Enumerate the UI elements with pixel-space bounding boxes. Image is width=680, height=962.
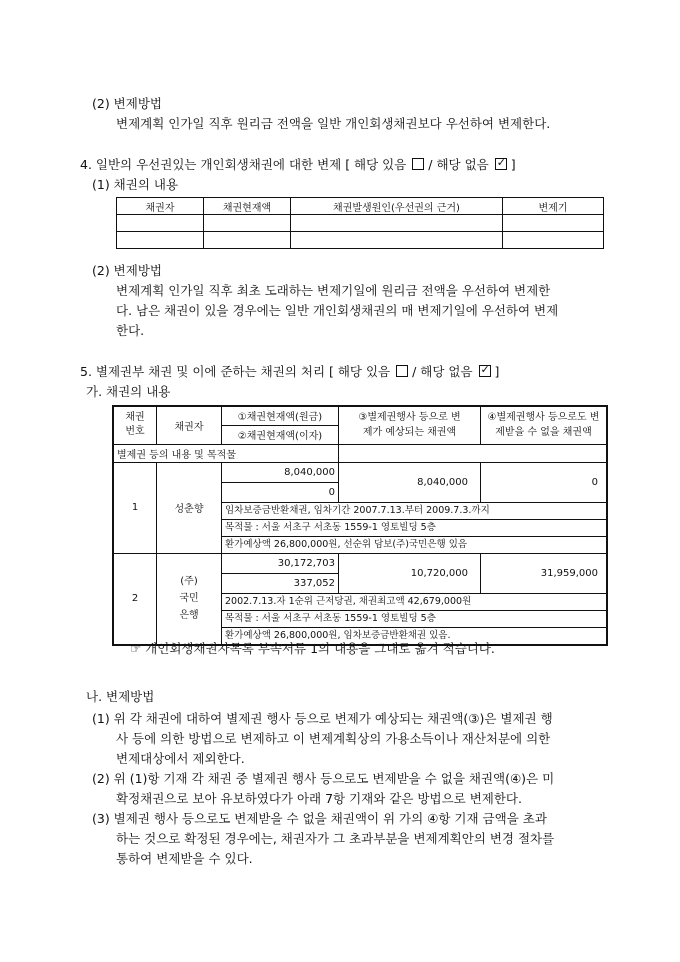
sec5-item-2-line: 확정채권으로 보아 유보하였다가 아래 7항 기재와 같은 방법으로 변제한다. [116, 791, 522, 806]
sec4-heading-prefix: 4. 일반의 우선권있는 개인회생채권에 대한 변제 [ 해당 있음 [80, 157, 407, 172]
sec4-not-applicable-checkbox[interactable] [495, 158, 507, 170]
col-due-header: 변제기 [503, 198, 604, 215]
table-row [117, 232, 604, 249]
row1-no: 1 [113, 462, 157, 553]
sec5-not-applicable-checkbox[interactable] [479, 365, 491, 377]
col-expected-header-line: ③별제권행사 등으로 변 [358, 412, 461, 424]
row2-creditor [157, 553, 222, 645]
col-expected-header-line: 제가 예상되는 채권액 [362, 427, 457, 439]
row1-detail: 목적물 : 서울 서초구 서초동 1559-1 영토빌딩 5층 [222, 519, 608, 536]
sec5-item-1-line: 사 등에 의한 방법으로 변제하고 이 변제계획상의 가용소득이나 재산처분에 의한 [116, 731, 551, 746]
sec5-item-1-line: 변제대상에서 제외한다. [116, 751, 245, 766]
sec5-method-heading: 나. 변제방법 [86, 689, 155, 704]
col-unrecoverable-header-line: 제받을 수 없을 채권액 [495, 427, 592, 439]
sec4-heading-mid: / 해당 없음 [428, 157, 489, 172]
row2-expected: 10,720,000 [339, 553, 481, 593]
row2-creditor-line: 은행 [179, 610, 199, 621]
sec4-method-line: 변제계획 인가일 직후 최초 도래하는 변제기일에 원리금 전액을 우선하여 변제한 [116, 283, 551, 298]
sec5-heading [80, 364, 499, 380]
row1-unrecoverable: 0 [481, 462, 608, 502]
col-interest-header: ②채권현재액(이자) [222, 425, 339, 444]
col-unrecoverable-header [481, 406, 608, 444]
table-row [113, 553, 607, 573]
col-creditor-header: 채권자 [117, 198, 204, 215]
col-cause-header: 채권발생원인(우선권의 근거) [291, 198, 503, 215]
row2-creditor-line: 국민 [179, 593, 199, 604]
col-principal-header: ①채권현재액(원금) [222, 406, 339, 425]
row2-no: 2 [113, 553, 157, 645]
col-creditor-header: 채권자 [157, 406, 222, 444]
row1-principal: 8,040,000 [222, 462, 339, 482]
sec3-method-heading: (2) 변제방법 [92, 96, 162, 111]
sec4-method-line: 한다. [116, 323, 145, 338]
sec5-applicable-checkbox[interactable] [396, 365, 408, 377]
sec4-claim-heading: (1) 채권의 내용 [92, 177, 179, 192]
row1-detail: 환가예상액 26,800,000원, 선순위 담보(주)국민은행 있음 [222, 536, 608, 553]
sec5-item-3-line: 하는 것으로 확정된 경우에는, 채권자가 그 초과부분을 변제계획안의 변경 절차를 [116, 831, 555, 846]
row1-expected: 8,040,000 [339, 462, 481, 502]
sec4-method-heading: (2) 변제방법 [92, 263, 162, 278]
table-row [117, 215, 604, 232]
row1-interest: 0 [222, 482, 339, 502]
sec5-item-2-line: (2) 위 (1)항 기재 각 채권 중 별제권 행사 등으로도 변제받을 수 없을 채권액(④)은 미 [92, 771, 555, 786]
col-unrecoverable-header-line: ④별제권행사 등으로도 변 [487, 412, 600, 424]
sec5-heading-suffix: ] [494, 364, 500, 379]
sec4-claim-table [116, 197, 604, 249]
col-expected-header [339, 406, 481, 444]
row2-creditor-line: (주) [180, 576, 198, 587]
row1-creditor: 성춘향 [157, 462, 222, 553]
sec5-item-1-line: (1) 위 각 채권에 대하여 별제권 행사 등으로 변제가 예상되는 채권액(③)은 별제권 행 [92, 711, 553, 726]
row2-detail: 환가예상액 26,800,000원, 임차보증금반환채권 있음. [222, 627, 608, 645]
sec5-item-3-line: (3) 별제권 행사 등으로도 변제받을 수 없을 채권액이 위 가의 ④항 기재 금액을 초과 [92, 811, 547, 826]
sec5-item-3-line: 통하여 변제받을 수 있다. [116, 851, 253, 866]
sec5-heading-prefix: 5. 별제권부 채권 및 이에 준하는 채권의 처리 [ 해당 있음 [80, 364, 391, 379]
table-row [113, 462, 607, 482]
row2-detail: 2002.7.13.자 1순위 근저당권, 채권최고액 42,679,000원 [222, 593, 608, 610]
sec4-applicable-checkbox[interactable] [412, 158, 424, 170]
row2-principal: 30,172,703 [222, 553, 339, 573]
col-no-header: 채권 번호 [113, 406, 157, 444]
sec4-method-line: 다. 남은 채권이 있을 경우에는 일반 개인회생채권의 매 변제기일에 우선하여 변제 [116, 303, 559, 318]
row2-detail: 목적물 : 서울 서초구 서초동 1559-1 영토빌딩 5층 [222, 610, 608, 627]
sec4-heading-suffix: ] [510, 157, 516, 172]
sec3-method-text: 변제계획 인가일 직후 원리금 전액을 일반 개인회생채권보다 우선하여 변제한다. [116, 116, 551, 131]
sec5-note: ☞ 개인회생채권자목록 부속서류 1의 내용을 그대로 옮겨 적습니다. [130, 641, 495, 656]
col-collateral-header: 별제권 등의 내용 및 목적물 [113, 444, 339, 462]
sec5-claim-table [112, 405, 608, 646]
col-amount-header: 채권현재액 [204, 198, 291, 215]
sec5-claim-heading: 가. 채권의 내용 [86, 384, 171, 399]
row1-detail: 임차보증금반환채권, 임차기간 2007.7.13.부터 2009.7.3.까지 [222, 502, 608, 519]
row2-unrecoverable: 31,959,000 [481, 553, 608, 593]
row2-interest: 337,052 [222, 573, 339, 593]
sec5-heading-mid: / 해당 없음 [412, 364, 473, 379]
sec4-heading [80, 157, 516, 173]
